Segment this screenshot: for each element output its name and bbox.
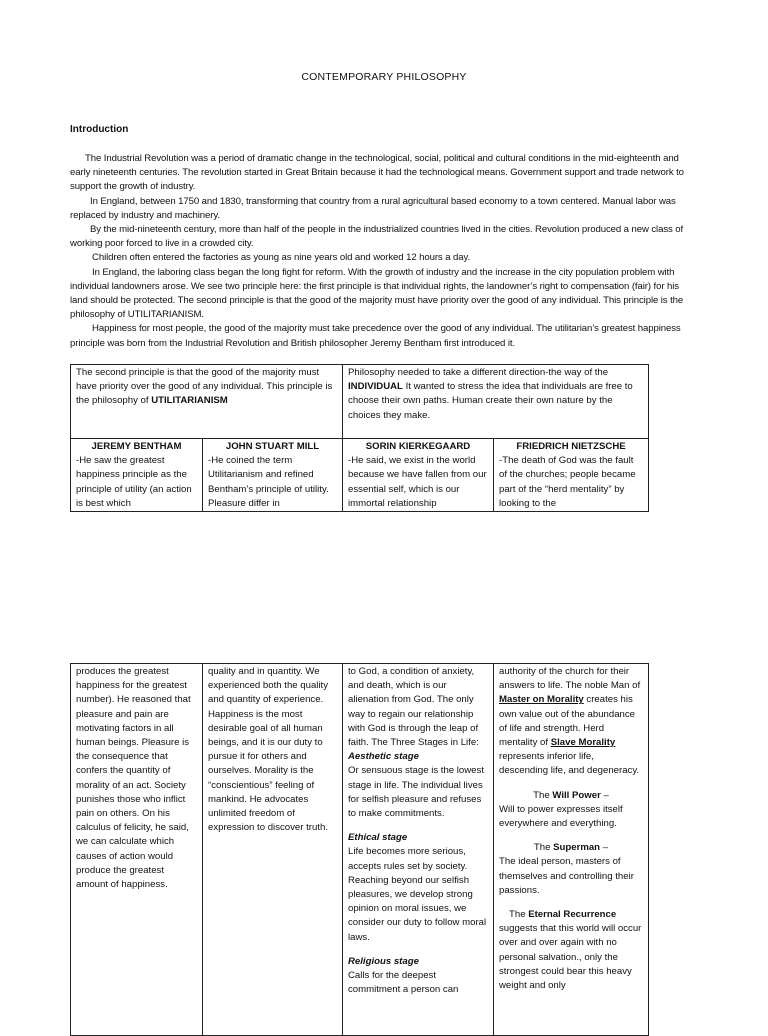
will-power-heading <box>499 789 643 803</box>
mill-text: quality and in quantity. We experienced both the quality and quantity of experience. Happiness is the most desirable goal of all human beings, and it is our duty to pursue it for others and ourselves. Morality is the “conscientious” feeling of mankind. He advocates unlimited freedom of expression to discover truth. <box>208 666 329 834</box>
kierkegaard-text: to God, a condition of anxiety, and death, which is our alienation from God. The only way to regain our relationship with God is through the leap of faith. The Three Stages in Life: <box>348 666 479 749</box>
philosophers-table-continued <box>70 663 649 1036</box>
utilitarianism-label: UTILITARIANISM <box>151 395 228 407</box>
mill-cell <box>203 439 343 512</box>
slave-morality-term: Slave Morality <box>550 737 616 749</box>
nietzsche-continued-cell <box>494 664 649 1036</box>
master-morality-term: Master on Morality <box>499 694 584 706</box>
will-power-pre: The <box>533 789 553 801</box>
mill-header: JOHN STUART MILL <box>225 441 320 452</box>
utilitarianism-cell <box>71 365 343 439</box>
page-title: CONTEMPORARY PHILOSOPHY <box>301 71 467 83</box>
individual-cell <box>343 365 649 439</box>
nietzsche-text <box>499 665 643 779</box>
paragraph: In England, between 1750 and 1830, transforming that country from a rural agricultural based economy to a town centered. Manual labor was replaced by industry and machinery. <box>70 195 676 221</box>
kierkegaard-cell <box>343 439 494 512</box>
kierkegaard-continued-cell <box>343 664 494 1036</box>
kierkegaard-header: SORIN KIERKEGAARD <box>365 441 471 452</box>
religious-stage-text: Calls for the deepest commitment a person can <box>348 970 459 996</box>
superman-pre: The <box>533 842 554 854</box>
recurrence-term: Eternal Recurrence <box>528 909 617 921</box>
eternal-recurrence-heading <box>499 908 643 922</box>
paragraph: Happiness for most people, the good of the majority must take precedence over the good of any individual. The utilitarian’s greatest happiness principle was born from the Industrial Revolution and British philosopher Jeremy Bentham first introduced it. <box>70 323 681 349</box>
bentham-intro: -He saw the greatest happiness principle as the principle of utility (an action is best which <box>76 455 192 509</box>
paragraph: The Industrial Revolution was a period of dramatic change in the technological, social, political and cultural conditions in the mid-eighteenth and early nineteenth centuries. The revolution started in Great Britain because it had the technological means. Government support and trade network to support the growth of industry. <box>70 153 684 193</box>
ethical-stage-text: Life becomes more serious, accepts rules set by society. Reaching beyond our selfish pleasures, we develop strong opinion on moral issues, we consider our duty to follow moral laws. <box>348 846 487 943</box>
nietzsche-text-b: creates his own value out of the abundance of life and strength. Herd mentality of <box>499 694 636 749</box>
philosophers-table-top <box>70 364 649 512</box>
nietzsche-header: FRIEDRICH NIETZSCHE <box>516 441 626 452</box>
introduction-body <box>70 152 698 351</box>
utilitarianism-text: The second principle is that the good of the majority must have priority over the good of any individual. This principle is the philosophy of <box>76 367 333 407</box>
recurrence-pre: The <box>509 909 529 921</box>
mill-continued-cell <box>203 664 343 1036</box>
aesthetic-stage-heading: Aesthetic stage <box>348 751 419 763</box>
bentham-continued-cell <box>71 664 203 1036</box>
nietzsche-intro: -The death of God was the fault of the churches; people became part of the “herd mentality” by looking to the <box>499 455 636 509</box>
kierkegaard-intro: -He said, we exist in the world because we have fallen from our essential self, which is our immortal relationship <box>348 455 487 509</box>
introduction-heading: Introduction <box>70 124 129 135</box>
individual-label: INDIVIDUAL <box>348 381 403 393</box>
individual-text-a: Philosophy needed to take a different direction-the way of the <box>348 367 609 378</box>
nietzsche-text-c: represents inferior life, descending life, and degeneracy. <box>499 751 640 777</box>
mill-intro: -He coined the term Utilitarianism and refined Bentham’s principle of utility. Pleasure differ in <box>208 455 329 509</box>
will-power-post: – <box>600 789 609 801</box>
bentham-text: produces the greatest happiness for the greatest number). He reasoned that pleasure and pain are motivating factors in all human beings. Pleasure is the consequence that confers the quantity of morality of an act. Society punishes those who inflict pain on others. On his calculus of felicity, he said, we can calculate which causes of action would produce the greatest amount of happiness. <box>76 666 191 891</box>
bentham-header: JEREMY BENTHAM <box>91 441 182 452</box>
paragraph: In England, the laboring class began the long fight for reform. With the growth of industry and the increase in the city population problem with individual landowners arose. We see two principle here: the first principle is that individual rights, the landowner’s right to compensation (fair) for his land should be protected. The second principle is that the good of the majority must have priority over the good of any individual. This principle is the philosophy of UTILITARIANISM. <box>70 266 684 321</box>
aesthetic-stage-text: Or sensuous stage is the lowest stage in life. The individual lives for selfish pleasure and refuses to make commitments. <box>348 765 484 820</box>
individual-text-b: It wanted to stress the idea that individuals are free to choose their own paths. Human create their own nature by the choices they make. <box>348 381 633 421</box>
nietzsche-cell <box>494 439 649 512</box>
religious-stage-heading: Religious stage <box>348 955 419 967</box>
paragraph: Children often entered the factories as young as nine years old and worked 12 hours a day. <box>92 252 471 264</box>
superman-text: The ideal person, masters of themselves and controlling their passions. <box>499 856 634 896</box>
superman-heading <box>499 841 643 855</box>
nietzsche-text-a: authority of the church for their answers to life. The noble Man of <box>499 666 641 692</box>
superman-post: – <box>600 842 609 854</box>
eternal-recurrence-text: suggests that this world will occur over and over again with no personal salvation., only the strongest could bear this heavy weight and only <box>499 923 642 992</box>
paragraph: By the mid-nineteenth century, more than half of the people in the industrialized countries lived in the cities. Revolution produced a new class of working poor forced to live in a crowded city. <box>70 224 684 250</box>
ethical-stage-heading: Ethical stage <box>348 832 408 844</box>
will-power-text: Will to power expresses itself everywhere and everything. <box>499 803 623 830</box>
superman-term: Superman <box>553 842 601 854</box>
will-power-term: Will Power <box>552 789 601 801</box>
bentham-cell <box>71 439 203 512</box>
